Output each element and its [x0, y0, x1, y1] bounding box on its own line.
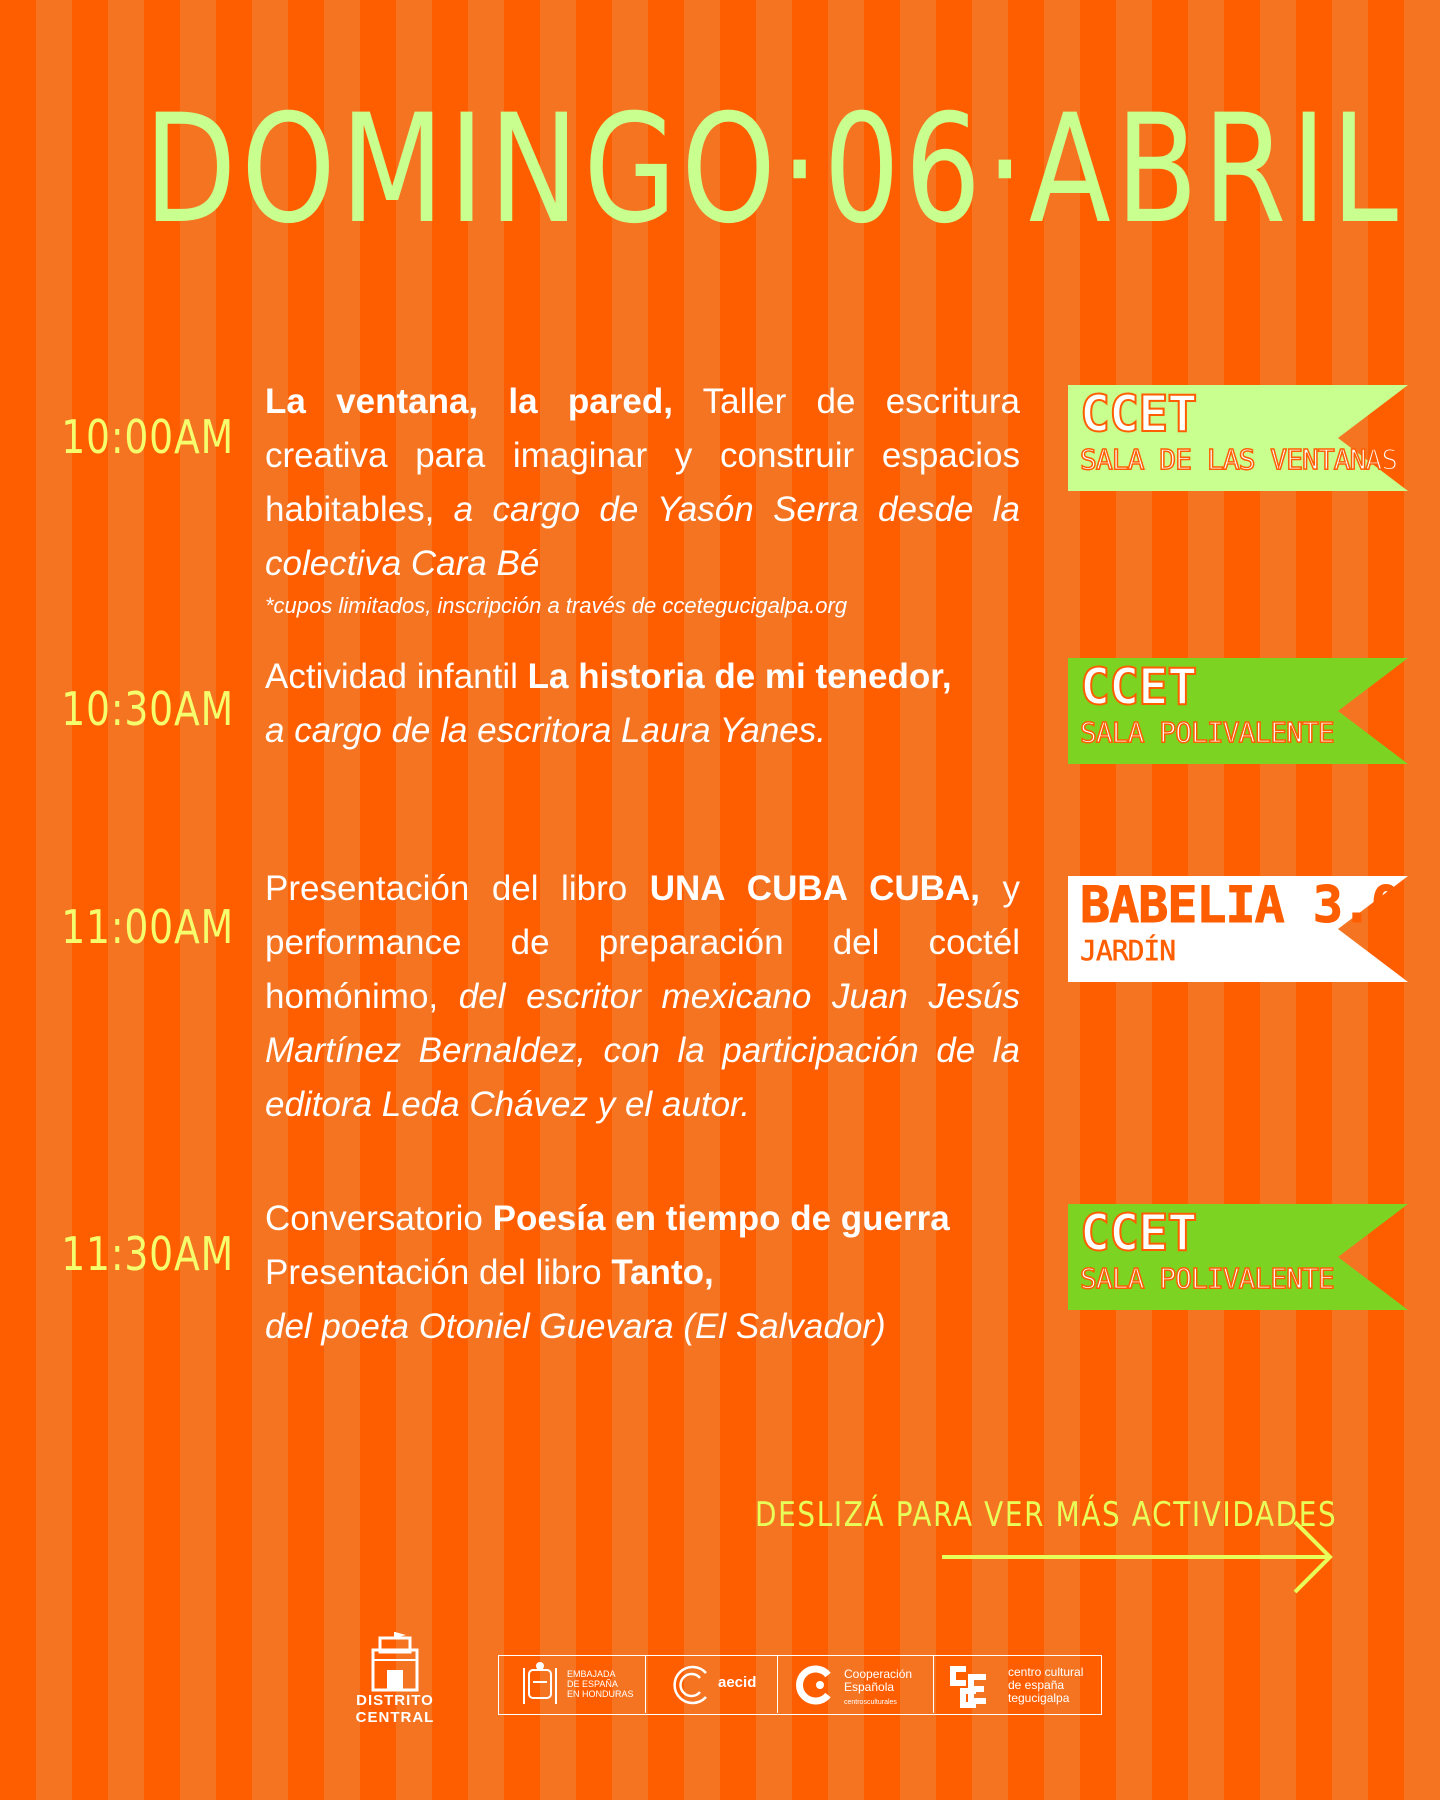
ccet-logo — [934, 1656, 1100, 1713]
coop-line-1: Cooperación — [844, 1667, 913, 1681]
event-title-2: Tanto, — [611, 1253, 714, 1292]
coat-of-arms-icon — [521, 1660, 561, 1710]
ccet-text — [1008, 1666, 1083, 1705]
ccet-line-1: centro cultural — [1008, 1665, 1084, 1679]
event-text: Taller de escritura creativa para imaginar y construir espacios habitables, — [265, 382, 1020, 529]
event-text: y performance de preparación del coctél homónimo, — [265, 869, 1021, 1016]
event-credit: del poeta Otoniel Guevara (El Salvador) — [265, 1307, 886, 1346]
event-description — [265, 1192, 1020, 1354]
event-time: 10:30AM — [61, 682, 235, 736]
venue-name: BABELIA 3.0 — [1080, 876, 1401, 934]
embajada-logo — [499, 1656, 646, 1713]
event-note: *cupos limitados, inscripción a través de ccetegucigalpa.org — [265, 593, 848, 618]
event-credit: a cargo de la escritora Laura Yanes. — [265, 711, 826, 750]
dc-line-2: CENTRAL — [355, 1709, 435, 1726]
embajada-line-2: DE ESPAÑA — [567, 1679, 618, 1689]
venue-ribbon — [1068, 1204, 1408, 1310]
venue-ribbon — [1068, 385, 1408, 491]
cooperacion-text — [844, 1668, 912, 1709]
event-description — [265, 650, 1020, 758]
event-time: 10:00AM — [61, 410, 235, 464]
venue-ribbon — [1068, 658, 1408, 764]
event-description — [265, 862, 1020, 1132]
distrito-central-logo — [340, 1632, 450, 1742]
venue-room: SALA POLIVALENTE — [1080, 1262, 1334, 1295]
event-lead-2: Presentación del libro — [265, 1253, 612, 1292]
event-lead: Conversatorio — [265, 1199, 493, 1238]
event-title: Poesía en tiempo de guerra — [492, 1199, 950, 1238]
dc-line-1: DISTRITO — [356, 1692, 434, 1709]
embajada-line-1: EMBAJADA — [567, 1669, 616, 1679]
logo-strip — [498, 1655, 1102, 1715]
aecid-icon — [670, 1663, 714, 1707]
event-title: La historia de mi tenedor, — [527, 657, 952, 696]
cooperacion-icon — [794, 1663, 838, 1707]
venue-ribbon — [1068, 876, 1408, 982]
event-credit: a cargo de Yasón Serra desde la colectiva Cara Bé — [265, 490, 1020, 583]
venue-room: JARDÍN — [1080, 934, 1176, 967]
ccet-icon — [946, 1660, 998, 1710]
event-time: 11:30AM — [61, 1227, 235, 1281]
venue-room: SALA DE LAS VENTANAS — [1080, 443, 1398, 476]
venue-name: CCET — [1080, 385, 1197, 443]
event-lead: Presentación del libro — [265, 869, 650, 908]
embajada-text — [567, 1669, 634, 1699]
aecid-text: aecid — [718, 1674, 757, 1691]
event-credit: del escritor mexicano Juan Jesús Martínez Bernaldez, con la participación de la editora Leda Chávez y el autor. — [265, 977, 1020, 1124]
castle-icon — [340, 1632, 450, 1694]
arrow-right-icon — [940, 1520, 1340, 1600]
aecid-logo — [646, 1656, 778, 1713]
event-description — [265, 375, 1020, 621]
venue-name: CCET — [1080, 658, 1197, 716]
venue-room: SALA POLIVALENTE — [1080, 716, 1334, 749]
event-time: 11:00AM — [61, 900, 235, 954]
event-title: La ventana, la pared, — [265, 382, 673, 421]
page-title: DOMINGO·06·ABRIL — [144, 83, 1403, 257]
ccet-line-2: de españa — [1008, 1678, 1065, 1692]
event-title: UNA CUBA CUBA, — [649, 869, 980, 908]
event-lead: Actividad infantil — [265, 657, 528, 696]
embajada-line-3: EN HONDURAS — [567, 1689, 634, 1699]
coop-line-2: Española — [844, 1680, 895, 1694]
coop-sub: centrosculturales — [844, 1699, 897, 1706]
ccet-line-3: tegucigalpa — [1008, 1691, 1070, 1705]
distrito-central-text — [340, 1692, 450, 1726]
swipe-prompt: DESLIZÁ PARA VER MÁS ACTIVIDADES — [755, 1495, 1338, 1535]
cooperacion-logo — [778, 1656, 934, 1713]
sponsor-logos — [0, 1620, 1440, 1740]
venue-name: CCET — [1080, 1204, 1197, 1262]
